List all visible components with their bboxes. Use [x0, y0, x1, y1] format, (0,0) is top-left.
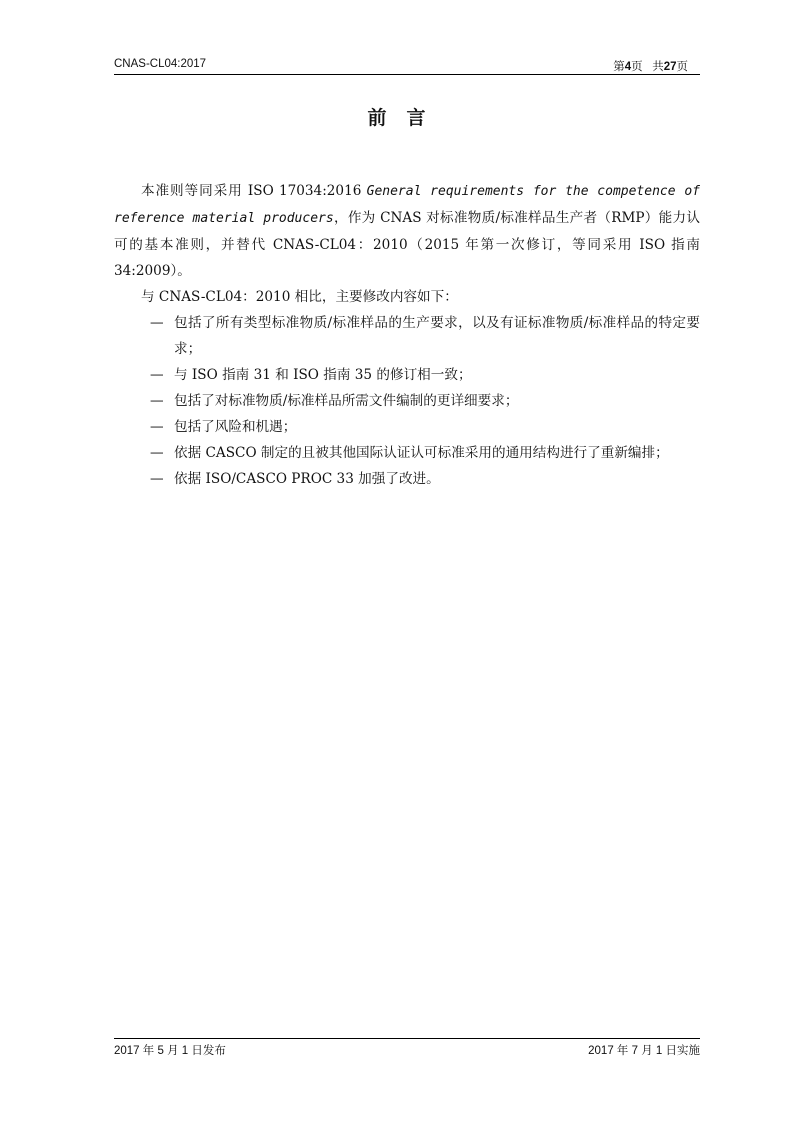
list-item: — 包括了所有类型标准物质/标准样品的生产要求，以及有证标准物质/标准样品的特定要求；	[114, 310, 700, 362]
document-body	[114, 178, 700, 492]
dash-bullet: —	[150, 419, 164, 435]
list-item: — 依据 CASCO 制定的且被其他国际认证认可标准采用的通用结构进行了重新编排；	[114, 440, 700, 466]
english-title: General requirements for the competence of reference material producers	[114, 184, 700, 226]
dash-bullet: —	[150, 471, 164, 487]
list-item: — 包括了风险和机遇；	[114, 414, 700, 440]
total-pages: 27	[663, 61, 677, 73]
list-item: — 与 ISO 指南 31 和 ISO 指南 35 的修订相一致；	[114, 362, 700, 388]
list-item: — 依据 ISO/CASCO PROC 33 加强了改进。	[114, 466, 700, 492]
changes-list	[114, 310, 700, 492]
intro-paragraph: 本准则等同采用 ISO 17034:2016 General requirements for the competence of reference material producers，作为 CNAS 对标准物质/标准样品生产者（RMP）能力认可的基本准则，并替代 CNAS-CL04：2010（2015 年第一次修订，等同采用 ISO 指南 34:2009）。	[114, 183, 700, 279]
page-indicator: 第4页 共27页	[613, 61, 688, 73]
page-header	[114, 56, 700, 75]
page-number: 4	[624, 61, 632, 73]
dash-bullet: —	[150, 367, 164, 383]
dash-bullet: —	[150, 393, 164, 409]
list-item: — 包括了对标准物质/标准样品所需文件编制的更详细要求；	[114, 388, 700, 414]
dash-bullet: —	[150, 445, 164, 461]
effective-date: 2017 年 7 月 1 日实施	[588, 1045, 700, 1057]
page-title: 前言	[367, 107, 446, 129]
page-footer	[114, 1038, 700, 1057]
dash-bullet: —	[150, 315, 164, 331]
changes-intro: 与 CNAS-CL04：2010 相比，主要修改内容如下：	[141, 289, 458, 305]
issue-date: 2017 年 5 月 1 日发布	[114, 1045, 226, 1057]
doc-code: CNAS-CL04:2017	[114, 58, 207, 70]
